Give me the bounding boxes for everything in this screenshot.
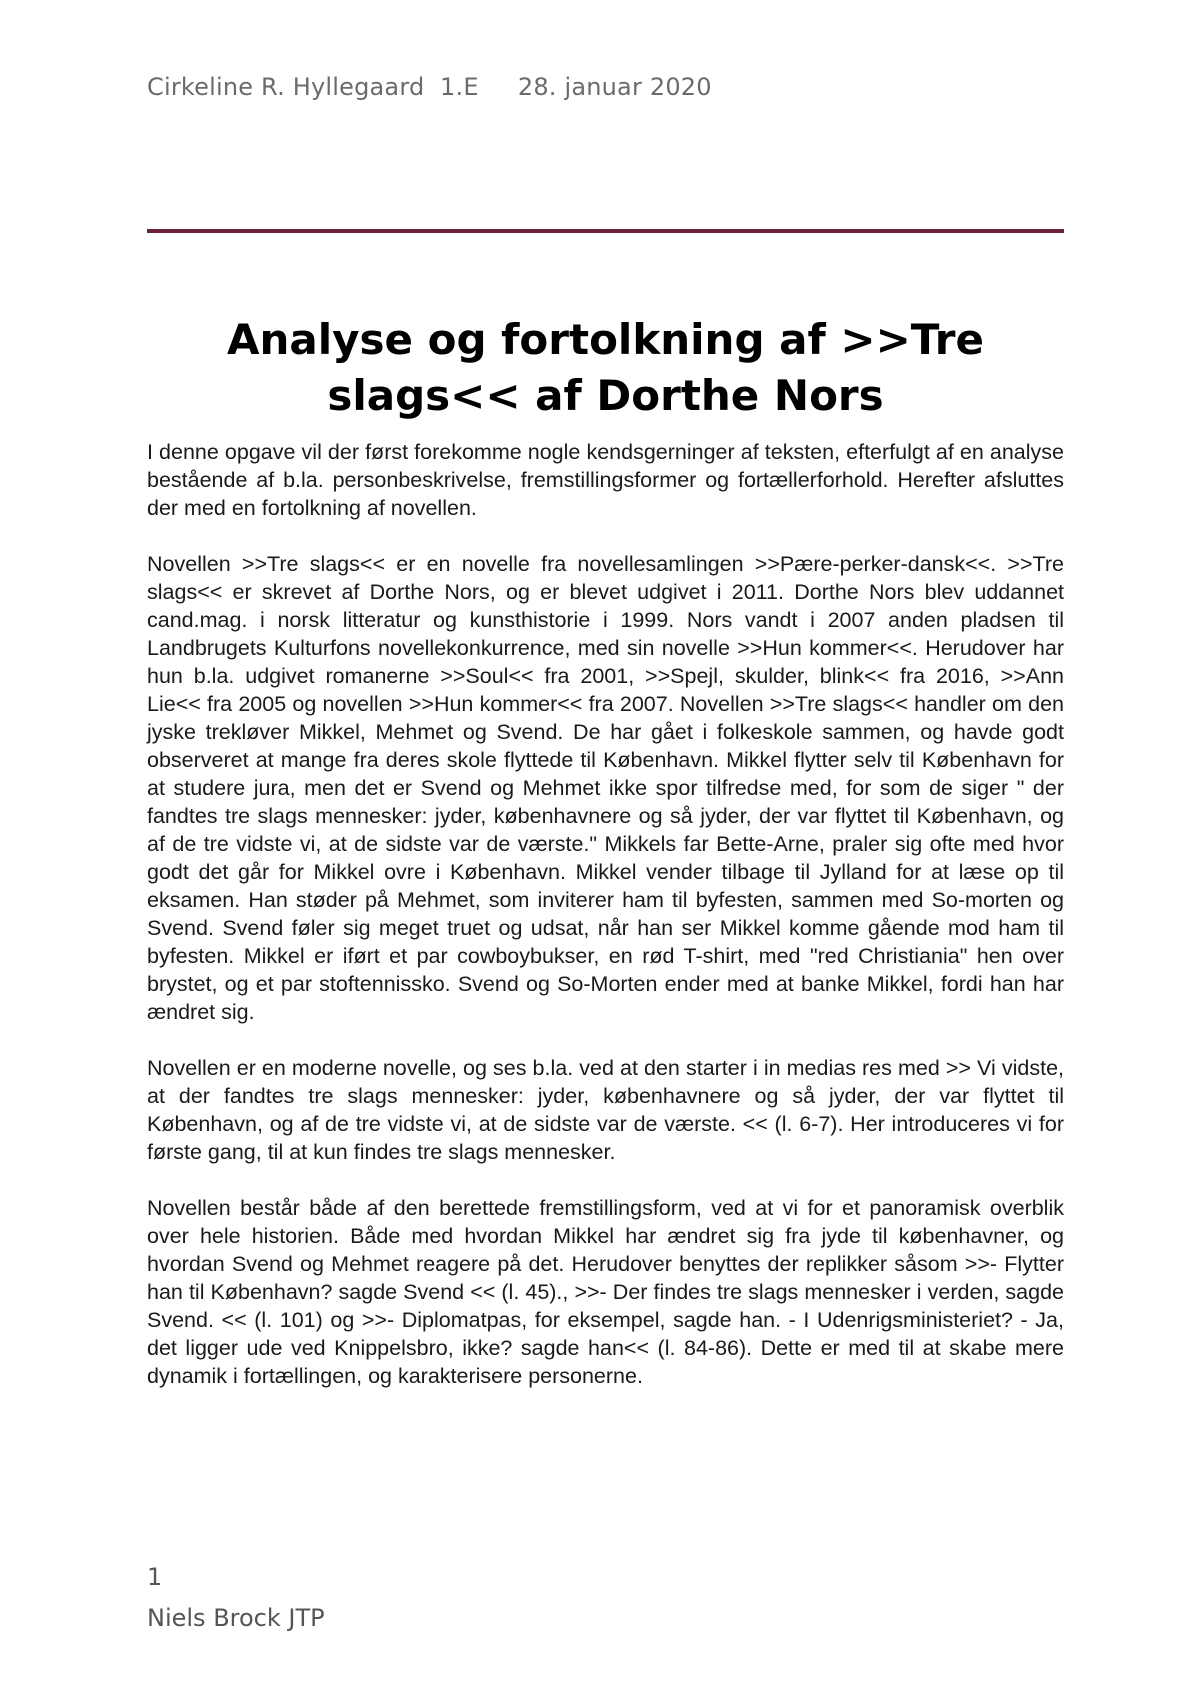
footer-organization: Niels Brock JTP <box>147 1604 325 1632</box>
document-body <box>147 438 1064 1418</box>
document-title: Analyse og fortolkning af >>Tre slags<< af Dorthe Nors <box>226 315 984 421</box>
paragraph-narrative-form: Novellen består både af den berettede fremstillingsform, ved at vi for et panoramisk overblik over hele historien. Både med hvordan Mikkel har ændret sig fra jyde til københavner, og hvordan Svend og Mehmet reagere på det. Herudover benyttes der replikker såsom >>- Flytter han til København? sagde Svend << (l. 45)., >>- Der findes tre slags mennesker i verden, sagde Svend. << (l. 101) og >>- Diplomatpas, for eksempel, sagde han. - I Udenrigsministeriet? - Ja, det ligger ude ved Knippelsbro, ikke? sagde han<< (l. 84-86). Dette er med til at skabe mere dynamik i fortællingen, og karakterisere personerne. <box>147 1196 1064 1388</box>
page-number: 1 <box>147 1563 163 1591</box>
paragraph-modern-novel: Novellen er en moderne novelle, og ses b.la. ved at den starter i in medias res med >> Vi vidste, at der fandtes tre slags mennesker: jyder, københavnere og så jyder, der var flyttet til København, og af de tre vidste vi, at de sidste var de værste. << (l. 6-7). Her introduceres vi for første gang, til at kun findes tre slags mennesker. <box>147 1056 1064 1164</box>
paragraph-intro: I denne opgave vil der først forekomme nogle kendsgerninger af teksten, efterfulgt af en analyse bestående af b.la. personbeskrivelse, fremstillingsformer og fortællerforhold. Herefter afsluttes der med en fortolkning af novellen. <box>147 440 1064 520</box>
header-divider <box>147 229 1064 233</box>
paragraph-facts: Novellen >>Tre slags<< er en novelle fra novellesamlingen >>Pære-perker-dansk<<. >>Tre slags<< er skrevet af Dorthe Nors, og er blevet udgivet i 2011. Dorthe Nors blev uddannet cand.mag. i norsk litteratur og kunsthistorie i 1999. Nors vandt i 2007 anden pladsen til Landbrugets Kulturfons novellekonkurrence, med sin novelle >>Hun kommer<<. Herudover har hun b.la. udgivet romanerne >>Soul<< fra 2001, >>Spejl, skulder, blink<< fra 2016, >>Ann Lie<< fra 2005 og novellen >>Hun kommer<< fra 2007. Novellen >>Tre slags<< handler om den jyske trekløver Mikkel, Mehmet og Svend. De har gået i folkeskole sammen, og havde godt observeret at mange fra deres skole flyttede til København. Mikkel flytter selv til København for at studere jura, men det er Svend og Mehmet ikke spor tilfredse med, for som de siger " der fandtes tre slags mennesker: jyder, københavnere og så jyder, der var flyttet til København, og af de tre vidste vi, at de sidste var de værste." Mikkels far Bette-Arne, praler sig ofte med hvor godt det går for Mikkel ovre i København. Mikkel vender tilbage til Jylland for at læse op til eksamen. Han støder på Mehmet, som inviterer ham til byfesten, sammen med So-morten og Svend. Svend føler sig meget truet og udsat, når han ser Mikkel komme gående mod ham til byfesten. Mikkel er iført et par cowboybukser, en rød T-shirt, med "red Christiania" hen over brystet, og et par stoftennissko. Svend og So-Morten ender med at banke Mikkel, fordi han har ændret sig. <box>147 552 1064 1024</box>
document-header: Cirkeline R. Hyllegaard 1.E 28. januar 2020 <box>147 73 712 101</box>
